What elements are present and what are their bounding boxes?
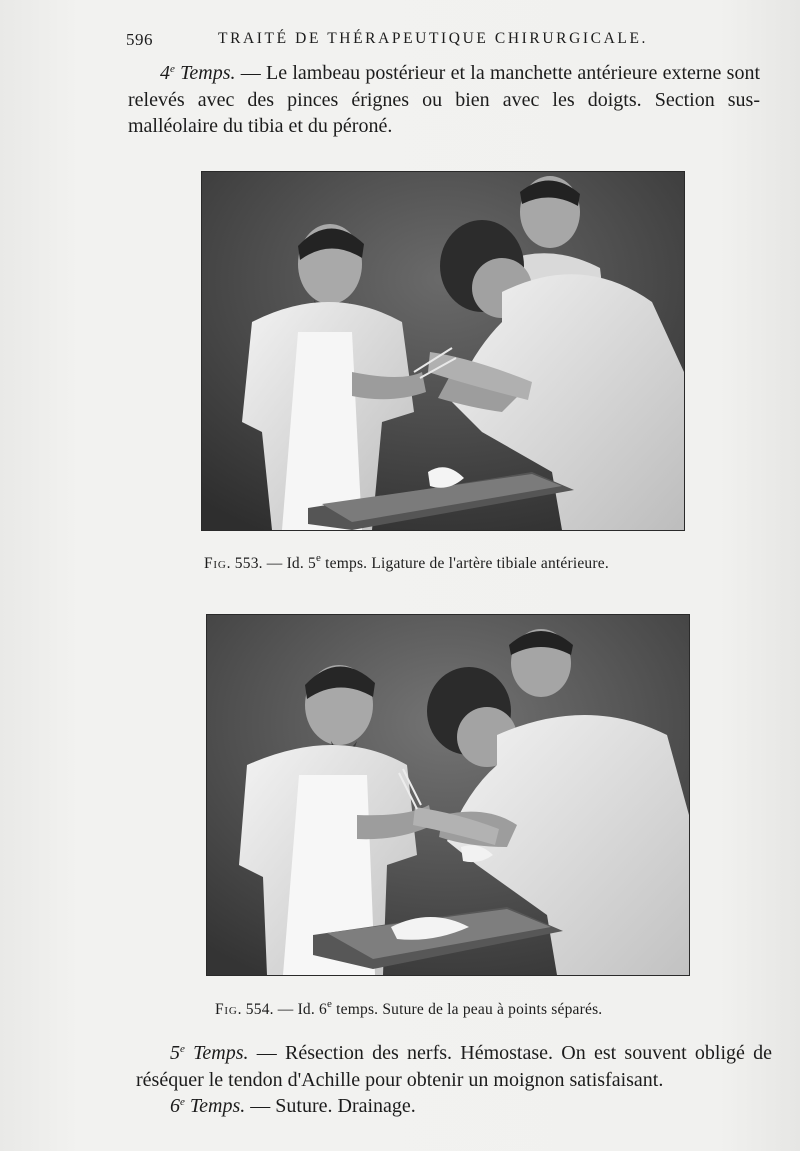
paragraph-steps-5-6 [136, 1040, 772, 1120]
step-4-label: 4e Temps. [160, 62, 236, 84]
page-number: 596 [126, 30, 153, 49]
step-5-label: 5e Temps. [170, 1042, 249, 1064]
step-6-text: — Suture. Drainage. [245, 1095, 416, 1117]
paragraph-step-4 [128, 60, 760, 140]
page-header [0, 28, 800, 54]
step-5-paragraph [136, 1040, 772, 1093]
figure-553-caption: Fig. 553. — Id. 5e temps. Ligature de l'artère tibiale antérieure. [204, 552, 609, 572]
running-title: TRAITÉ DE THÉRAPEUTIQUE CHIRURGICALE. [218, 30, 648, 47]
step-4-text: — Le lambeau postérieur et la manchette antérieure externe sont relevés avec des pinces érignes ou bien avec les doigts. Section sus-malléolaire du tibia et du péroné. [128, 62, 760, 137]
figure-554-photo [206, 614, 690, 976]
figure-553-photo [201, 171, 685, 531]
step-6-paragraph [136, 1093, 772, 1120]
figure-554-caption: Fig. 554. — Id. 6e temps. Suture de la peau à points séparés. [215, 998, 603, 1018]
step-5-text: — Résection des nerfs. Hémostase. On est souvent obligé de réséquer le tendon d'Achille pour obtenir un moignon satisfaisant. [136, 1042, 772, 1091]
step-6-label: 6e Temps. [170, 1095, 246, 1117]
